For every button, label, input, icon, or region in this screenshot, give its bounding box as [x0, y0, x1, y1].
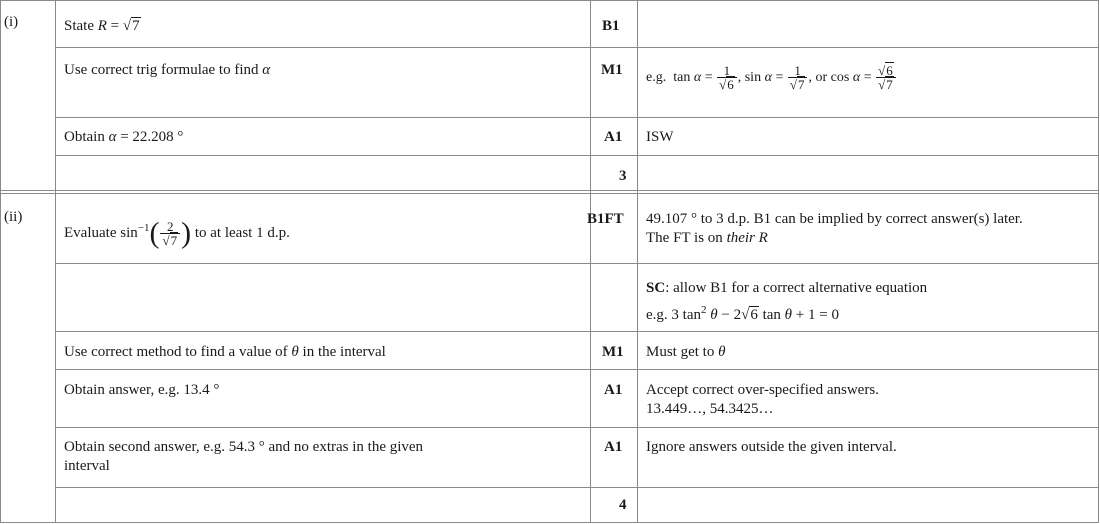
row-divider: [55, 47, 1099, 48]
guidance-note: Ignore answers outside the given interval.: [646, 439, 897, 455]
equals: =: [775, 70, 784, 85]
row-divider: [55, 263, 1099, 264]
row-divider: [55, 487, 1099, 488]
denominator: √7: [878, 77, 893, 93]
variable: α: [262, 62, 271, 78]
row-divider: [55, 155, 1099, 156]
radicand: 6: [750, 307, 758, 323]
eq-term: tan: [762, 307, 781, 323]
guidance-note-line: [646, 279, 927, 297]
equals: =: [110, 18, 120, 34]
fn-tan: tan: [673, 70, 691, 85]
row-divider: [55, 117, 1099, 118]
answer-prefix: Obtain: [64, 129, 105, 145]
sqrt-expression: √6: [741, 307, 758, 323]
variable: θ: [291, 344, 299, 360]
note-prefix: Must get to: [646, 344, 715, 360]
answer-text: Obtain answer, e.g. 13.4 °: [64, 382, 220, 398]
top-border: [0, 0, 1099, 1]
mark-code: M1: [601, 62, 623, 78]
fraction: [160, 220, 180, 247]
guidance-note: [646, 64, 897, 92]
comma: ,: [737, 70, 742, 85]
guidance-note: [646, 343, 725, 361]
left-paren: (: [149, 216, 160, 250]
denominator: √7: [162, 233, 178, 249]
note-prefix: The FT is on: [646, 230, 723, 246]
sqrt-expression: √7: [122, 18, 140, 34]
variable: α: [852, 70, 861, 85]
fn-sin: sin: [120, 225, 138, 241]
radicand: 7: [797, 77, 805, 93]
variable: α: [764, 70, 772, 85]
numerator: 2: [160, 220, 180, 234]
mark-code: B1: [602, 18, 620, 34]
answer-rest: to at least 1 d.p.: [194, 225, 290, 241]
or-word: or: [815, 70, 828, 85]
part-total: 4: [619, 497, 627, 513]
variable: R: [97, 18, 107, 34]
answer-text: [64, 343, 386, 361]
note-rest: : allow B1 for a correct alternative equation: [665, 280, 928, 296]
variable: θ: [710, 307, 718, 323]
answer-text: [64, 61, 270, 79]
guidance-note-line: Accept correct over-specified answers.: [646, 382, 879, 398]
left-border: [0, 0, 1, 523]
answer-prefix: State: [64, 18, 94, 34]
numerator: 1: [717, 64, 737, 78]
comma: ,: [808, 70, 812, 85]
denominator: √6: [719, 77, 734, 93]
radicand: 7: [170, 233, 178, 249]
mark-code: B1FT: [587, 211, 624, 227]
variable: θ: [718, 344, 726, 360]
guidance-note-line: [646, 229, 768, 247]
numerator: √6: [876, 64, 896, 78]
inverse-exponent: −1: [137, 222, 150, 234]
answer-text: [64, 128, 183, 146]
fraction: [717, 64, 737, 91]
note-italic: their R: [726, 230, 768, 246]
row-divider: [55, 427, 1099, 428]
exponent: 2: [701, 304, 707, 316]
radicand: 6: [727, 77, 734, 93]
radicand: 7: [886, 77, 893, 93]
row-divider: [55, 369, 1099, 370]
guidance-note: ISW: [646, 129, 674, 145]
answer-prefix: Evaluate: [64, 225, 117, 241]
answer-prefix: Use correct trig formulae to find: [64, 62, 259, 78]
part-total: 3: [619, 168, 627, 184]
equals: =: [863, 70, 872, 85]
answer-prefix: Use correct method to find a value of: [64, 344, 288, 360]
eq-term: 3 tan: [671, 307, 701, 323]
equals: =: [704, 70, 713, 85]
part-label: (i): [4, 14, 19, 30]
denominator: √7: [789, 77, 805, 93]
column-divider-mark: [637, 0, 638, 523]
radicand: 6: [886, 63, 893, 79]
eq-term: − 2: [721, 307, 742, 323]
mark-code: M1: [602, 344, 624, 360]
answer-text-line: interval: [64, 458, 110, 474]
right-paren: ): [181, 216, 192, 250]
variable: α: [108, 129, 117, 145]
variable: α: [693, 70, 702, 85]
radicand: 7: [132, 18, 140, 34]
answer-rest: = 22.208 °: [120, 129, 184, 145]
column-divider-text: [590, 0, 591, 523]
bottom-border: [0, 522, 1099, 523]
fraction: [788, 64, 808, 91]
column-divider-label: [55, 0, 56, 523]
answer-text: [64, 210, 290, 251]
eg-label: e.g.: [646, 70, 667, 85]
variable: θ: [784, 307, 793, 323]
fraction: [876, 64, 896, 91]
eg-label: e.g.: [646, 307, 668, 323]
mark-code: A1: [604, 382, 623, 398]
alternative-equation: [646, 301, 839, 324]
mark-code: A1: [604, 439, 623, 455]
eq-term: + 1 = 0: [795, 307, 839, 323]
fn-sin: sin: [744, 70, 762, 85]
right-border: [1098, 0, 1099, 523]
fn-cos: cos: [830, 70, 850, 85]
part-separator: [0, 193, 1099, 194]
answer-text-line: Obtain second answer, e.g. 54.3 ° and no extras in the given: [64, 439, 424, 455]
row-divider: [55, 331, 1099, 332]
guidance-note-line: 13.449…, 54.3425…: [646, 401, 774, 417]
part-label: (ii): [4, 209, 23, 225]
special-case-label: SC: [646, 280, 666, 296]
guidance-note-line: 49.107 ° to 3 d.p. B1 can be implied by correct answer(s) later.: [646, 211, 1023, 227]
mark-code: A1: [604, 129, 623, 145]
answer-rest: in the interval: [302, 344, 386, 360]
part-separator: [0, 190, 1099, 191]
numerator: 1: [788, 64, 808, 78]
answer-text: [64, 17, 141, 35]
